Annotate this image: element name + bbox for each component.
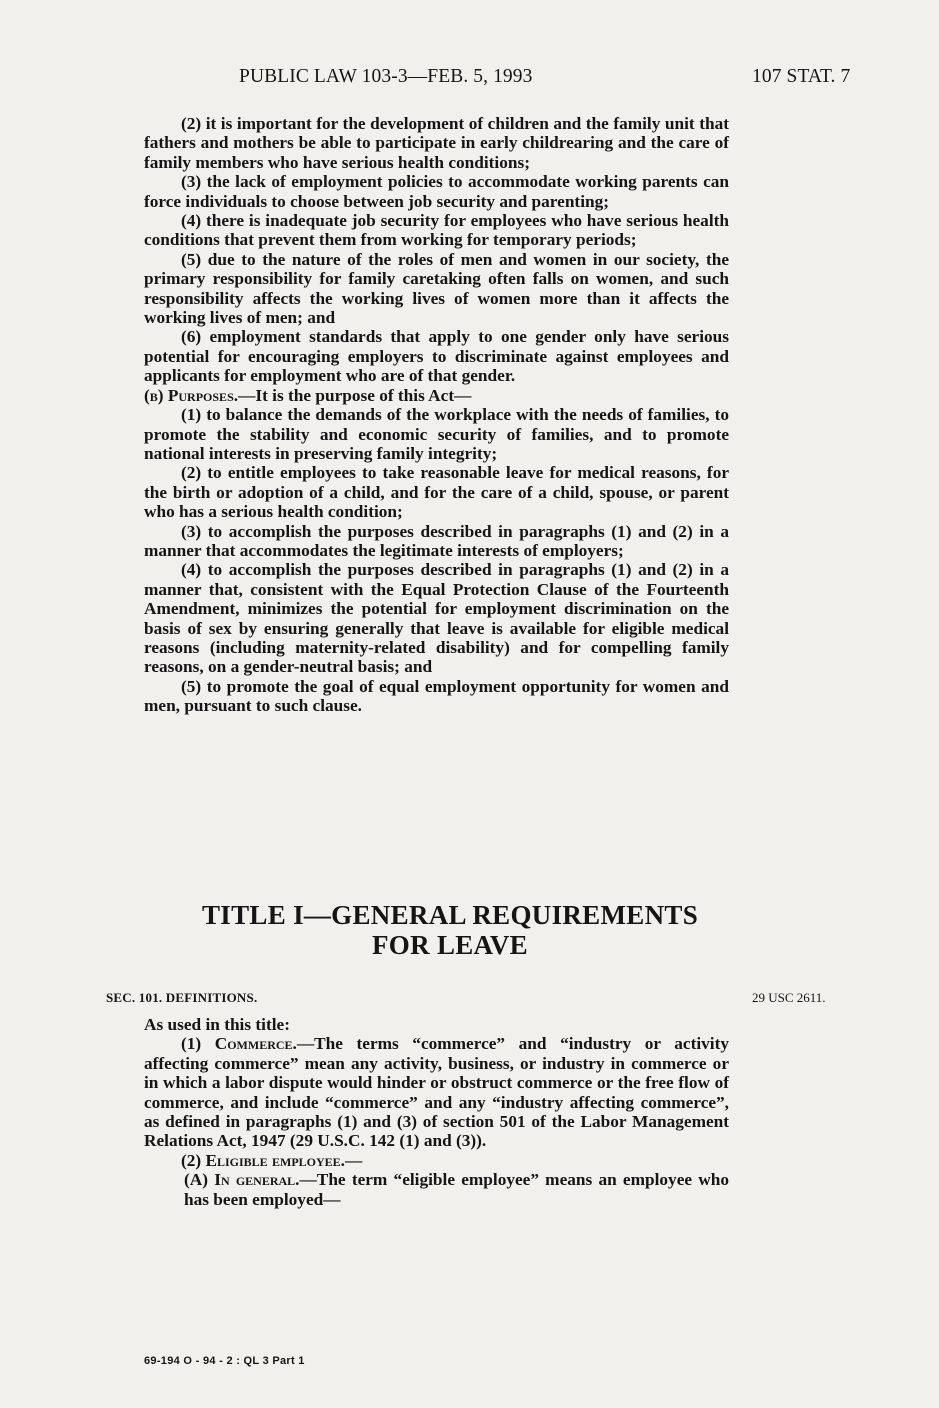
- purposes-intro: —It is the purpose of this Act—: [238, 385, 472, 405]
- title-line-1: TITLE I—GENERAL REQUIREMENTS: [201, 900, 699, 930]
- finding-2: (2) it is important for the development of children and the family unit that fathers and mothers be able to participate in early childrearing and the care of family members who have serious health conditions;: [144, 114, 729, 172]
- finding-6: (6) employment standards that apply to one gender only have serious potential for encouraging employers to discriminate against employees and applicants for employment who are of that gender.: [144, 327, 729, 386]
- margin-note: 29 USC 2611.: [752, 990, 826, 1005]
- definition-eligible-employee-text: —: [345, 1150, 363, 1170]
- definitions-intro: As used in this title:: [144, 1015, 290, 1034]
- purpose-3: (3) to accomplish the purposes described in paragraphs (1) and (2) in a manner that accommodates the legitimate interests of employers;: [144, 521, 729, 560]
- definition-commerce-text: —The terms “commerce” and “industry or activity affecting commerce” mean any activity, business, or industry in commerce or in which a labor dispute would hinder or obstruct commerce or the free flow of commerce, and include “commerce” and any “industry affecting commerce”, as defined in paragraphs (1) and (3) of section 501 of the Labor Management Relations Act, 1947 (29 U.S.C. 142 (1) and (3)).: [144, 1034, 729, 1151]
- definition-in-general-text: —The term “eligible employee” means an employee who has been employed—: [184, 1170, 729, 1209]
- purpose-5: (5) to promote the goal of equal employment opportunity for women and men, pursuant to such clause.: [144, 676, 729, 716]
- findings-block: [144, 114, 729, 716]
- definition-eligible-employee-label: (2) Eligible employee.: [181, 1150, 345, 1170]
- purpose-1: (1) to balance the demands of the workplace with the needs of families, to promote the stability and economic security of families, and to promote national interests in preserving family integrity;: [144, 405, 729, 463]
- finding-5: (5) due to the nature of the roles of men and women in our society, the primary responsibility for family caretaking often falls on women, and such responsibility affects the working lives of women more than it affects the working lives of men; and: [144, 249, 729, 328]
- running-header: PUBLIC LAW 103-3—FEB. 5, 1993: [239, 66, 533, 87]
- purposes-label: (b) Purposes.: [144, 385, 239, 405]
- purpose-4: (4) to accomplish the purposes described in paragraphs (1) and (2) in a manner that, consistent with the Equal Protection Clause of the Fourteenth Amendment, minimizes the potential for employment discrimination on the basis of sex by ensuring generally that leave is available for eligible medical reasons (including maternity-related disability) and for compelling family reasons, on a gender-neutral basis; and: [144, 560, 729, 677]
- definition-eligible-employee: [144, 1151, 729, 1170]
- definition-commerce: [144, 1034, 729, 1150]
- definition-in-general-label: (A) In general.: [184, 1170, 300, 1190]
- title-line-2: FOR LEAVE: [372, 930, 528, 960]
- section-heading: SEC. 101. DEFINITIONS.: [106, 990, 258, 1005]
- print-footer: 69-194 O - 94 - 2 : QL 3 Part 1: [144, 1355, 305, 1367]
- title-heading: [100, 900, 800, 960]
- statute-page-number: 107 STAT. 7: [752, 66, 851, 87]
- finding-4: (4) there is inadequate job security for employees who have serious health conditions that prevent them from working for temporary periods;: [144, 211, 729, 250]
- definition-commerce-label: (1) Commerce.: [181, 1034, 297, 1054]
- purpose-2: (2) to entitle employees to take reasonable leave for medical reasons, for the birth or adoption of a child, and for the care of a child, spouse, or parent who has a serious health condition;: [144, 463, 729, 522]
- definition-in-general: [144, 1170, 729, 1209]
- purposes-heading: [144, 386, 729, 405]
- definitions-block: [144, 1015, 729, 1209]
- finding-3: (3) the lack of employment policies to accommodate working parents can force individuals to choose between job security and parenting;: [144, 172, 729, 211]
